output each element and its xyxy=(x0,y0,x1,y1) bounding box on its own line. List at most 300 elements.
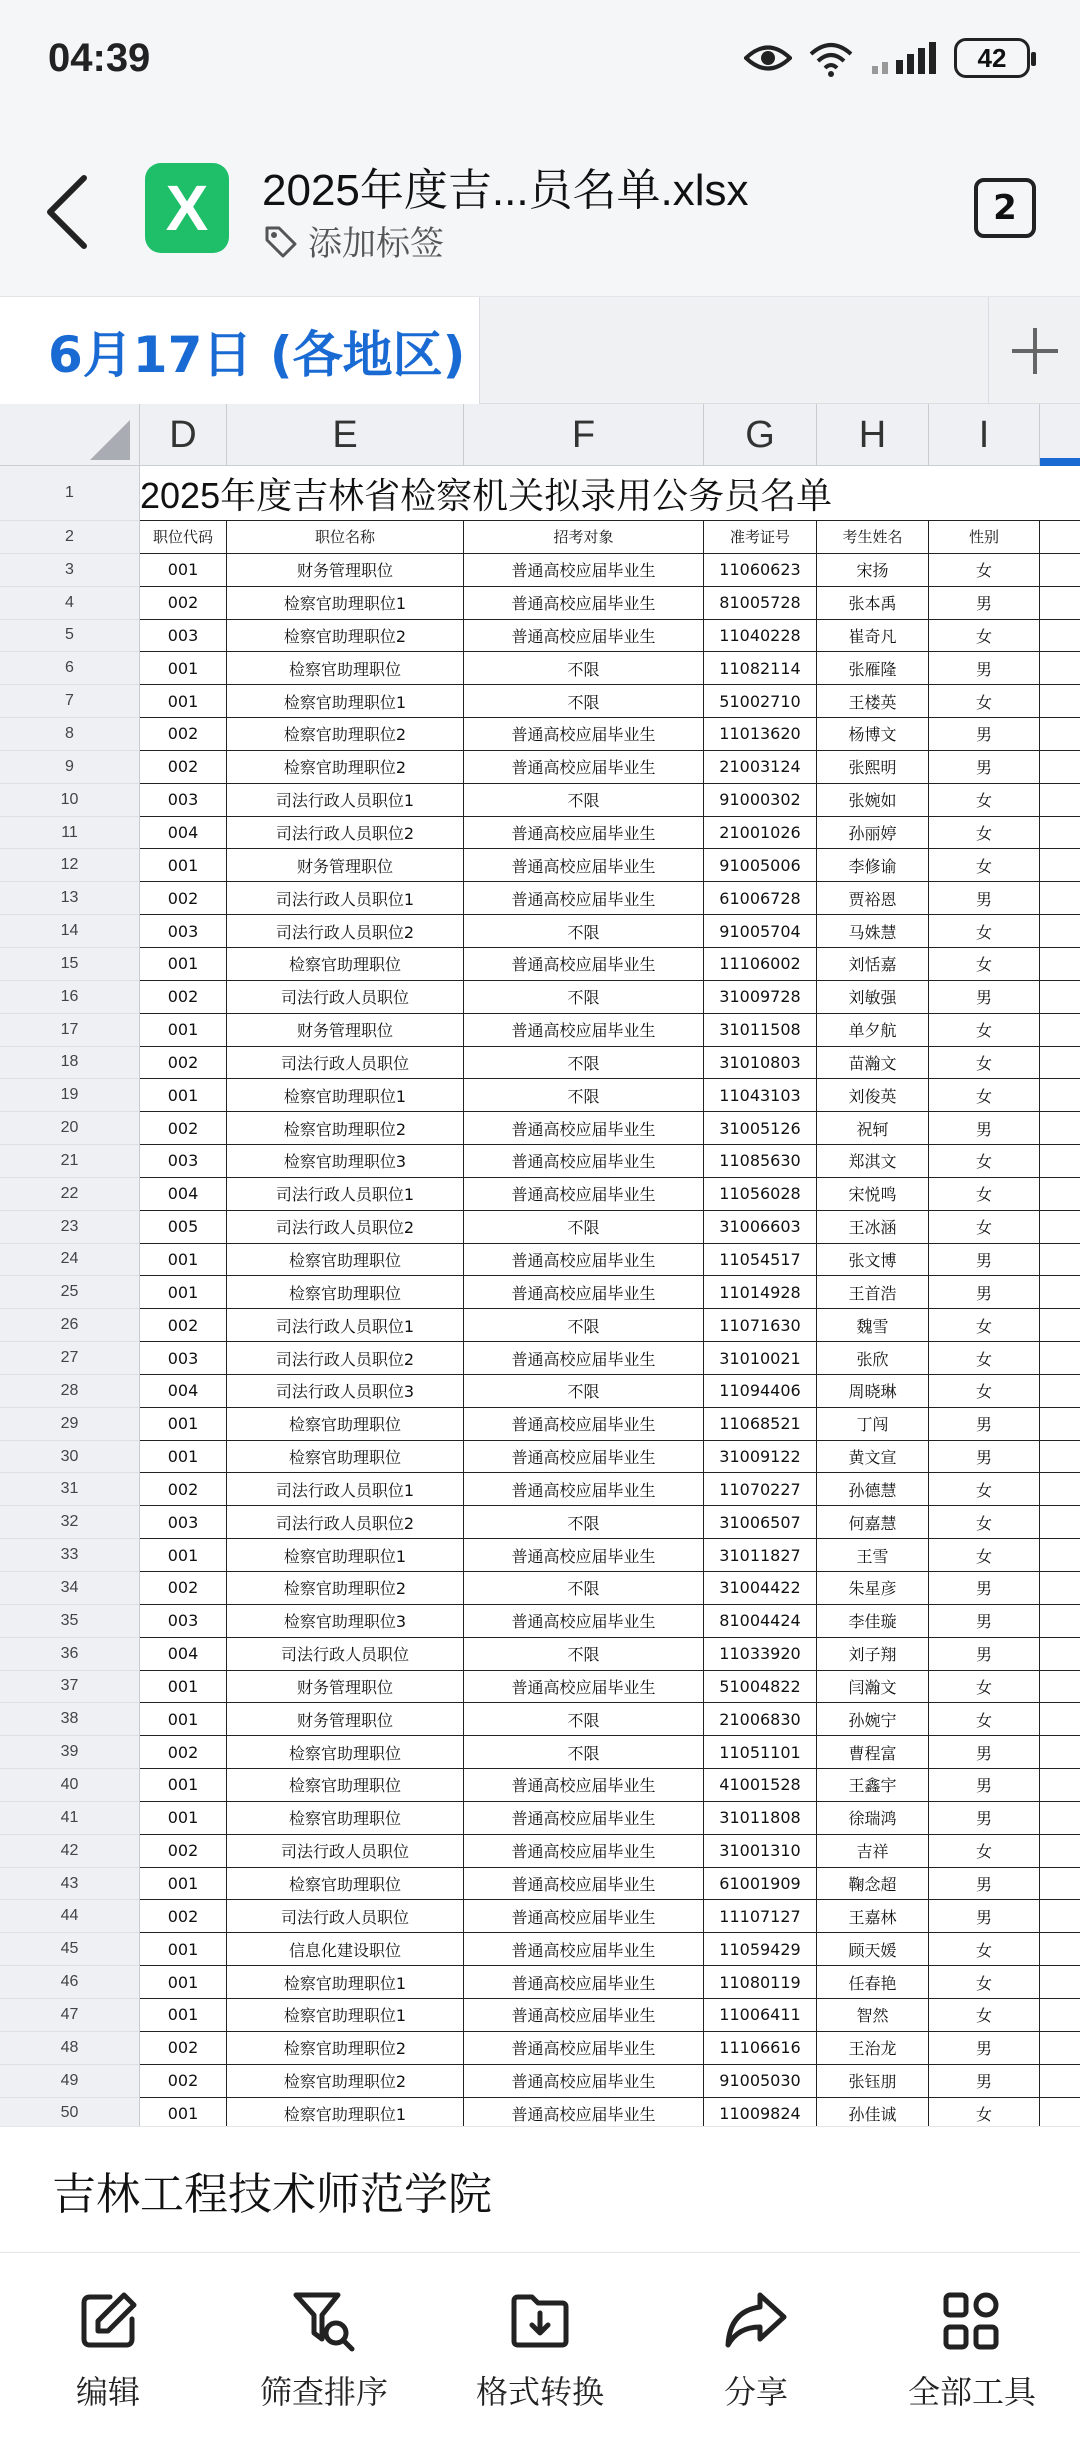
table-cell[interactable]: 普通高校应届毕业生 xyxy=(464,1900,704,1932)
row-number[interactable]: 38 xyxy=(0,1703,139,1736)
table-cell[interactable]: 001 xyxy=(140,1014,227,1046)
empty-cell[interactable] xyxy=(1040,1375,1080,1407)
row-number[interactable]: 32 xyxy=(0,1506,139,1539)
table-cell[interactable]: 11056028 xyxy=(704,1178,817,1210)
table-cell[interactable]: 002 xyxy=(140,1309,227,1341)
empty-cell[interactable] xyxy=(1040,1933,1080,1965)
table-cell[interactable]: 11059429 xyxy=(704,1933,817,1965)
table-cell[interactable]: 女 xyxy=(929,1966,1040,1998)
table-cell[interactable]: 11082114 xyxy=(704,652,817,684)
table-cell[interactable]: 11094406 xyxy=(704,1375,817,1407)
table-cell[interactable]: 周晓琳 xyxy=(817,1375,929,1407)
table-cell[interactable]: 普通高校应届毕业生 xyxy=(464,1408,704,1440)
table-cell[interactable]: 31011508 xyxy=(704,1014,817,1046)
table-cell[interactable]: 001 xyxy=(140,948,227,980)
empty-cell[interactable] xyxy=(1040,652,1080,684)
table-cell[interactable]: 检察官助理职位 xyxy=(227,948,464,980)
row-number[interactable]: 5 xyxy=(0,620,139,653)
table-cell[interactable]: 普通高校应届毕业生 xyxy=(464,817,704,849)
table-cell[interactable]: 女 xyxy=(929,1539,1040,1571)
table-cell[interactable]: 检察官助理职位1 xyxy=(227,2098,464,2127)
table-cell[interactable]: 刘俊英 xyxy=(817,1079,929,1111)
table-cell[interactable]: 普通高校应届毕业生 xyxy=(464,882,704,914)
table-cell[interactable]: 司法行政人员职位1 xyxy=(227,882,464,914)
table-cell[interactable]: 11009824 xyxy=(704,2098,817,2127)
row-number[interactable]: 39 xyxy=(0,1736,139,1769)
empty-cell[interactable] xyxy=(1040,1473,1080,1505)
table-cell[interactable]: 张雁隆 xyxy=(817,652,929,684)
row-number[interactable]: 12 xyxy=(0,849,139,882)
table-cell[interactable]: 91005704 xyxy=(704,915,817,947)
spreadsheet-grid[interactable] xyxy=(0,404,1080,2126)
table-cell[interactable]: 普通高校应届毕业生 xyxy=(464,751,704,783)
header-cell[interactable]: 职位代码 xyxy=(140,521,227,553)
table-cell[interactable]: 普通高校应届毕业生 xyxy=(464,1671,704,1703)
table-cell[interactable]: 女 xyxy=(929,1375,1040,1407)
table-cell[interactable]: 11080119 xyxy=(704,1966,817,1998)
table-cell[interactable]: 信息化建设职位 xyxy=(227,1933,464,1965)
row-number[interactable]: 35 xyxy=(0,1605,139,1638)
table-cell[interactable]: 003 xyxy=(140,620,227,652)
empty-cell[interactable] xyxy=(1040,1342,1080,1374)
table-cell[interactable]: 004 xyxy=(140,817,227,849)
table-cell[interactable]: 检察官助理职位 xyxy=(227,1736,464,1768)
table-cell[interactable]: 闫瀚文 xyxy=(817,1671,929,1703)
table-cell[interactable]: 王鑫宇 xyxy=(817,1769,929,1801)
table-cell[interactable]: 郑淇文 xyxy=(817,1145,929,1177)
table-cell[interactable]: 检察官助理职位2 xyxy=(227,620,464,652)
table-cell[interactable]: 11106002 xyxy=(704,948,817,980)
table-cell[interactable]: 检察官助理职位 xyxy=(227,1802,464,1834)
empty-cell[interactable] xyxy=(1040,882,1080,914)
column-header-d[interactable]: D xyxy=(140,404,227,466)
table-cell[interactable]: 宋悦鸣 xyxy=(817,1178,929,1210)
empty-cell[interactable] xyxy=(1040,1802,1080,1834)
row-number[interactable]: 4 xyxy=(0,587,139,620)
table-cell[interactable]: 001 xyxy=(140,1539,227,1571)
table-cell[interactable]: 检察官助理职位3 xyxy=(227,1605,464,1637)
table-cell[interactable]: 003 xyxy=(140,784,227,816)
table-cell[interactable]: 004 xyxy=(140,1178,227,1210)
table-cell[interactable]: 普通高校应届毕业生 xyxy=(464,554,704,586)
table-cell[interactable]: 宋扬 xyxy=(817,554,929,586)
table-cell[interactable]: 刘恬嘉 xyxy=(817,948,929,980)
row-number[interactable]: 44 xyxy=(0,1900,139,1933)
empty-cell[interactable] xyxy=(1040,849,1080,881)
row-number[interactable]: 10 xyxy=(0,784,139,817)
table-cell[interactable]: 女 xyxy=(929,817,1040,849)
table-cell[interactable]: 002 xyxy=(140,2065,227,2097)
table-cell[interactable]: 男 xyxy=(929,1112,1040,1144)
table-cell[interactable]: 001 xyxy=(140,1276,227,1308)
table-cell[interactable]: 男 xyxy=(929,1605,1040,1637)
table-cell[interactable]: 不限 xyxy=(464,1309,704,1341)
table-cell[interactable]: 财务管理职位 xyxy=(227,1671,464,1703)
table-cell[interactable]: 女 xyxy=(929,685,1040,717)
table-cell[interactable]: 001 xyxy=(140,1966,227,1998)
table-cell[interactable]: 男 xyxy=(929,587,1040,619)
table-cell[interactable]: 不限 xyxy=(464,981,704,1013)
table-cell[interactable]: 003 xyxy=(140,1605,227,1637)
table-cell[interactable]: 普通高校应届毕业生 xyxy=(464,1769,704,1801)
table-cell[interactable]: 检察官助理职位1 xyxy=(227,1966,464,1998)
row-number[interactable]: 14 xyxy=(0,915,139,948)
table-cell[interactable]: 001 xyxy=(140,849,227,881)
row-number[interactable]: 17 xyxy=(0,1014,139,1047)
empty-cell[interactable] xyxy=(1040,1276,1080,1308)
table-cell[interactable]: 检察官助理职位 xyxy=(227,1408,464,1440)
table-cell[interactable]: 不限 xyxy=(464,915,704,947)
empty-cell[interactable] xyxy=(1040,1145,1080,1177)
table-cell[interactable]: 001 xyxy=(140,1079,227,1111)
file-name[interactable]: 2025年度吉...员名单.xlsx xyxy=(262,166,749,215)
table-cell[interactable]: 男 xyxy=(929,2032,1040,2064)
empty-cell[interactable] xyxy=(1040,1408,1080,1440)
row-number[interactable]: 31 xyxy=(0,1473,139,1506)
row-number[interactable]: 2 xyxy=(0,521,139,554)
table-cell[interactable]: 女 xyxy=(929,948,1040,980)
row-number[interactable]: 47 xyxy=(0,1999,139,2032)
empty-cell[interactable] xyxy=(1040,1079,1080,1111)
table-cell[interactable]: 普通高校应届毕业生 xyxy=(464,1933,704,1965)
table-cell[interactable]: 普通高校应届毕业生 xyxy=(464,948,704,980)
empty-cell[interactable] xyxy=(1040,751,1080,783)
header-cell[interactable]: 职位名称 xyxy=(227,521,464,553)
empty-cell[interactable] xyxy=(1040,1868,1080,1900)
table-cell[interactable]: 检察官助理职位1 xyxy=(227,1999,464,2031)
column-header-e[interactable]: E xyxy=(227,404,464,466)
table-cell[interactable]: 31004422 xyxy=(704,1572,817,1604)
table-cell[interactable]: 男 xyxy=(929,718,1040,750)
table-cell[interactable]: 不限 xyxy=(464,1506,704,1538)
table-cell[interactable]: 王冰涵 xyxy=(817,1211,929,1243)
table-cell[interactable]: 男 xyxy=(929,1769,1040,1801)
empty-cell[interactable] xyxy=(1040,1900,1080,1932)
table-cell[interactable]: 马姝慧 xyxy=(817,915,929,947)
table-cell[interactable]: 单夕航 xyxy=(817,1014,929,1046)
table-cell[interactable]: 不限 xyxy=(464,1736,704,1768)
table-cell[interactable]: 普通高校应届毕业生 xyxy=(464,1342,704,1374)
table-cell[interactable]: 002 xyxy=(140,1900,227,1932)
table-cell[interactable]: 31009728 xyxy=(704,981,817,1013)
table-cell[interactable]: 男 xyxy=(929,1408,1040,1440)
table-cell[interactable]: 女 xyxy=(929,1014,1040,1046)
table-cell[interactable]: 普通高校应届毕业生 xyxy=(464,2098,704,2127)
table-cell[interactable]: 002 xyxy=(140,1047,227,1079)
empty-cell[interactable] xyxy=(1040,1441,1080,1473)
empty-cell[interactable] xyxy=(1040,948,1080,980)
cell-area[interactable] xyxy=(140,466,1080,2126)
table-cell[interactable]: 智然 xyxy=(817,1999,929,2031)
row-number[interactable]: 16 xyxy=(0,981,139,1014)
row-number[interactable]: 36 xyxy=(0,1638,139,1671)
table-cell[interactable]: 普通高校应届毕业生 xyxy=(464,1473,704,1505)
edit-button[interactable] xyxy=(0,2253,216,2440)
empty-cell[interactable] xyxy=(1040,685,1080,717)
row-number[interactable]: 24 xyxy=(0,1244,139,1277)
table-cell[interactable]: 杨博文 xyxy=(817,718,929,750)
row-number[interactable]: 25 xyxy=(0,1276,139,1309)
table-cell[interactable]: 11033920 xyxy=(704,1638,817,1670)
empty-cell[interactable] xyxy=(1040,1178,1080,1210)
table-cell[interactable]: 002 xyxy=(140,1112,227,1144)
table-cell[interactable]: 11085630 xyxy=(704,1145,817,1177)
header-cell[interactable]: 招考对象 xyxy=(464,521,704,553)
table-cell[interactable]: 男 xyxy=(929,1900,1040,1932)
row-number[interactable]: 18 xyxy=(0,1047,139,1080)
table-cell[interactable]: 检察官助理职位 xyxy=(227,1244,464,1276)
table-cell[interactable]: 31005126 xyxy=(704,1112,817,1144)
table-cell[interactable]: 检察官助理职位 xyxy=(227,1441,464,1473)
row-number[interactable]: 20 xyxy=(0,1112,139,1145)
table-cell[interactable]: 孙德慧 xyxy=(817,1473,929,1505)
table-cell[interactable]: 001 xyxy=(140,652,227,684)
empty-cell[interactable] xyxy=(1040,1638,1080,1670)
table-cell[interactable]: 检察官助理职位1 xyxy=(227,1539,464,1571)
table-cell[interactable]: 司法行政人员职位 xyxy=(227,1900,464,1932)
row-number[interactable]: 33 xyxy=(0,1539,139,1572)
row-number[interactable]: 42 xyxy=(0,1835,139,1868)
empty-cell[interactable] xyxy=(1040,718,1080,750)
table-cell[interactable]: 不限 xyxy=(464,1703,704,1735)
table-cell[interactable]: 普通高校应届毕业生 xyxy=(464,1802,704,1834)
filter-sort-button[interactable] xyxy=(216,2253,432,2440)
table-cell[interactable]: 司法行政人员职位2 xyxy=(227,1506,464,1538)
table-cell[interactable]: 001 xyxy=(140,1703,227,1735)
table-cell[interactable]: 11040228 xyxy=(704,620,817,652)
table-cell[interactable]: 检察官助理职位1 xyxy=(227,587,464,619)
table-cell[interactable]: 检察官助理职位2 xyxy=(227,1572,464,1604)
table-cell[interactable]: 男 xyxy=(929,1802,1040,1834)
row-number[interactable]: 27 xyxy=(0,1342,139,1375)
table-cell[interactable]: 张婉如 xyxy=(817,784,929,816)
table-cell[interactable]: 001 xyxy=(140,1868,227,1900)
table-cell[interactable]: 检察官助理职位3 xyxy=(227,1145,464,1177)
table-cell[interactable]: 001 xyxy=(140,2098,227,2127)
table-cell[interactable]: 普通高校应届毕业生 xyxy=(464,1014,704,1046)
table-cell[interactable]: 11107127 xyxy=(704,1900,817,1932)
row-number[interactable]: 41 xyxy=(0,1802,139,1835)
table-cell[interactable]: 任春艳 xyxy=(817,1966,929,1998)
table-cell[interactable]: 贾裕恩 xyxy=(817,882,929,914)
table-cell[interactable]: 11051101 xyxy=(704,1736,817,1768)
table-cell[interactable]: 11068521 xyxy=(704,1408,817,1440)
row-number[interactable]: 7 xyxy=(0,685,139,718)
row-number[interactable]: 15 xyxy=(0,948,139,981)
table-cell[interactable]: 普通高校应届毕业生 xyxy=(464,1244,704,1276)
empty-cell[interactable] xyxy=(1040,1309,1080,1341)
table-cell[interactable]: 普通高校应届毕业生 xyxy=(464,2032,704,2064)
table-cell[interactable]: 11043103 xyxy=(704,1079,817,1111)
table-cell[interactable]: 司法行政人员职位1 xyxy=(227,784,464,816)
table-cell[interactable]: 31009122 xyxy=(704,1441,817,1473)
table-cell[interactable]: 003 xyxy=(140,1506,227,1538)
table-cell[interactable]: 检察官助理职位2 xyxy=(227,2065,464,2097)
table-cell[interactable]: 男 xyxy=(929,1572,1040,1604)
table-cell[interactable]: 女 xyxy=(929,1178,1040,1210)
table-cell[interactable]: 11013620 xyxy=(704,718,817,750)
table-cell[interactable]: 财务管理职位 xyxy=(227,849,464,881)
table-cell[interactable]: 张欣 xyxy=(817,1342,929,1374)
table-cell[interactable]: 003 xyxy=(140,915,227,947)
table-cell[interactable]: 朱星彦 xyxy=(817,1572,929,1604)
table-cell[interactable]: 张本禹 xyxy=(817,587,929,619)
table-cell[interactable]: 女 xyxy=(929,1473,1040,1505)
row-number[interactable]: 3 xyxy=(0,554,139,587)
table-cell[interactable]: 不限 xyxy=(464,1375,704,1407)
table-cell[interactable]: 001 xyxy=(140,554,227,586)
empty-cell[interactable] xyxy=(1040,1572,1080,1604)
table-cell[interactable]: 普通高校应届毕业生 xyxy=(464,1145,704,1177)
table-cell[interactable]: 005 xyxy=(140,1211,227,1243)
table-cell[interactable]: 检察官助理职位1 xyxy=(227,685,464,717)
table-cell[interactable]: 孙佳诚 xyxy=(817,2098,929,2127)
row-number[interactable]: 21 xyxy=(0,1145,139,1178)
table-cell[interactable]: 002 xyxy=(140,587,227,619)
add-tag-button[interactable] xyxy=(264,216,444,265)
empty-cell[interactable] xyxy=(1040,521,1080,553)
share-button[interactable] xyxy=(648,2253,864,2440)
table-cell[interactable]: 女 xyxy=(929,1211,1040,1243)
row-number[interactable]: 1 xyxy=(0,466,139,521)
table-cell[interactable]: 鞠念超 xyxy=(817,1868,929,1900)
table-cell[interactable]: 11070227 xyxy=(704,1473,817,1505)
table-cell[interactable]: 11106616 xyxy=(704,2032,817,2064)
table-cell[interactable]: 女 xyxy=(929,1671,1040,1703)
empty-cell[interactable] xyxy=(1040,1112,1080,1144)
table-cell[interactable]: 男 xyxy=(929,751,1040,783)
table-cell[interactable]: 不限 xyxy=(464,685,704,717)
table-cell[interactable]: 何嘉慧 xyxy=(817,1506,929,1538)
table-cell[interactable]: 黄文宣 xyxy=(817,1441,929,1473)
empty-cell[interactable] xyxy=(1040,1244,1080,1276)
empty-cell[interactable] xyxy=(1040,784,1080,816)
empty-cell[interactable] xyxy=(1040,1835,1080,1867)
row-number[interactable]: 40 xyxy=(0,1769,139,1802)
table-cell[interactable]: 李修谕 xyxy=(817,849,929,881)
table-cell[interactable]: 刘敏强 xyxy=(817,981,929,1013)
table-cell[interactable]: 001 xyxy=(140,1769,227,1801)
table-cell[interactable]: 002 xyxy=(140,1473,227,1505)
row-number[interactable]: 50 xyxy=(0,2098,139,2127)
empty-cell[interactable] xyxy=(1040,1539,1080,1571)
format-convert-button[interactable] xyxy=(432,2253,648,2440)
row-number[interactable]: 29 xyxy=(0,1408,139,1441)
table-cell[interactable]: 不限 xyxy=(464,1211,704,1243)
empty-cell[interactable] xyxy=(1040,817,1080,849)
table-cell[interactable]: 11054517 xyxy=(704,1244,817,1276)
table-cell[interactable]: 31010803 xyxy=(704,1047,817,1079)
row-number[interactable]: 28 xyxy=(0,1375,139,1408)
header-cell[interactable]: 准考证号 xyxy=(704,521,817,553)
table-cell[interactable]: 司法行政人员职位2 xyxy=(227,915,464,947)
table-cell[interactable]: 51002710 xyxy=(704,685,817,717)
row-number[interactable]: 30 xyxy=(0,1441,139,1474)
table-cell[interactable]: 司法行政人员职位1 xyxy=(227,1309,464,1341)
table-cell[interactable]: 女 xyxy=(929,1342,1040,1374)
table-cell[interactable]: 苗瀚文 xyxy=(817,1047,929,1079)
empty-cell[interactable] xyxy=(1040,915,1080,947)
table-cell[interactable]: 女 xyxy=(929,1309,1040,1341)
table-cell[interactable]: 002 xyxy=(140,751,227,783)
table-cell[interactable]: 财务管理职位 xyxy=(227,1014,464,1046)
table-cell[interactable]: 女 xyxy=(929,554,1040,586)
table-cell[interactable]: 81005728 xyxy=(704,587,817,619)
table-cell[interactable]: 王楼英 xyxy=(817,685,929,717)
table-cell[interactable]: 孙婉宁 xyxy=(817,1703,929,1735)
table-cell[interactable]: 不限 xyxy=(464,1079,704,1111)
table-cell[interactable]: 张钰朋 xyxy=(817,2065,929,2097)
table-cell[interactable]: 普通高校应届毕业生 xyxy=(464,1966,704,1998)
empty-cell[interactable] xyxy=(1040,1014,1080,1046)
row-number[interactable]: 43 xyxy=(0,1868,139,1901)
empty-cell[interactable] xyxy=(1040,2098,1080,2127)
table-cell[interactable]: 女 xyxy=(929,1506,1040,1538)
table-cell[interactable]: 004 xyxy=(140,1638,227,1670)
table-cell[interactable]: 丁闯 xyxy=(817,1408,929,1440)
table-cell[interactable]: 91005006 xyxy=(704,849,817,881)
table-cell[interactable]: 31006507 xyxy=(704,1506,817,1538)
table-cell[interactable]: 男 xyxy=(929,1441,1040,1473)
row-number[interactable]: 6 xyxy=(0,652,139,685)
table-cell[interactable]: 女 xyxy=(929,849,1040,881)
table-cell[interactable]: 不限 xyxy=(464,1638,704,1670)
table-cell[interactable]: 普通高校应届毕业生 xyxy=(464,1441,704,1473)
table-cell[interactable]: 司法行政人员职位 xyxy=(227,981,464,1013)
table-cell[interactable]: 11071630 xyxy=(704,1309,817,1341)
column-header-h[interactable]: H xyxy=(817,404,929,466)
table-cell[interactable]: 男 xyxy=(929,1244,1040,1276)
table-cell[interactable]: 男 xyxy=(929,1868,1040,1900)
row-number[interactable]: 22 xyxy=(0,1178,139,1211)
table-cell[interactable]: 普通高校应届毕业生 xyxy=(464,1178,704,1210)
row-number[interactable]: 26 xyxy=(0,1309,139,1342)
table-cell[interactable]: 男 xyxy=(929,981,1040,1013)
table-title[interactable]: 2025年度吉林省检察机关拟录用公务员名单 xyxy=(140,466,1080,521)
table-cell[interactable]: 女 xyxy=(929,1047,1040,1079)
table-cell[interactable]: 女 xyxy=(929,1703,1040,1735)
empty-cell[interactable] xyxy=(1040,1211,1080,1243)
table-cell[interactable]: 001 xyxy=(140,1999,227,2031)
table-cell[interactable]: 顾天媛 xyxy=(817,1933,929,1965)
table-cell[interactable]: 002 xyxy=(140,1835,227,1867)
table-cell[interactable]: 002 xyxy=(140,1736,227,1768)
table-cell[interactable]: 司法行政人员职位2 xyxy=(227,1342,464,1374)
table-cell[interactable]: 002 xyxy=(140,981,227,1013)
table-cell[interactable]: 男 xyxy=(929,882,1040,914)
table-cell[interactable]: 31010021 xyxy=(704,1342,817,1374)
sheet-count-button[interactable]: 2 xyxy=(974,178,1036,238)
table-cell[interactable]: 001 xyxy=(140,1408,227,1440)
empty-cell[interactable] xyxy=(1040,1047,1080,1079)
empty-cell[interactable] xyxy=(1040,554,1080,586)
table-cell[interactable]: 普通高校应届毕业生 xyxy=(464,620,704,652)
table-cell[interactable]: 001 xyxy=(140,1671,227,1703)
table-cell[interactable]: 不限 xyxy=(464,1572,704,1604)
table-cell[interactable]: 司法行政人员职位 xyxy=(227,1835,464,1867)
table-cell[interactable]: 检察官助理职位2 xyxy=(227,718,464,750)
table-cell[interactable]: 张文博 xyxy=(817,1244,929,1276)
row-number[interactable]: 45 xyxy=(0,1933,139,1966)
table-cell[interactable]: 11006411 xyxy=(704,1999,817,2031)
header-cell[interactable]: 性别 xyxy=(929,521,1040,553)
table-cell[interactable]: 曹程富 xyxy=(817,1736,929,1768)
table-cell[interactable]: 孙丽婷 xyxy=(817,817,929,849)
table-cell[interactable]: 31011827 xyxy=(704,1539,817,1571)
table-cell[interactable]: 司法行政人员职位2 xyxy=(227,1211,464,1243)
table-cell[interactable]: 普通高校应届毕业生 xyxy=(464,587,704,619)
table-cell[interactable]: 001 xyxy=(140,1244,227,1276)
